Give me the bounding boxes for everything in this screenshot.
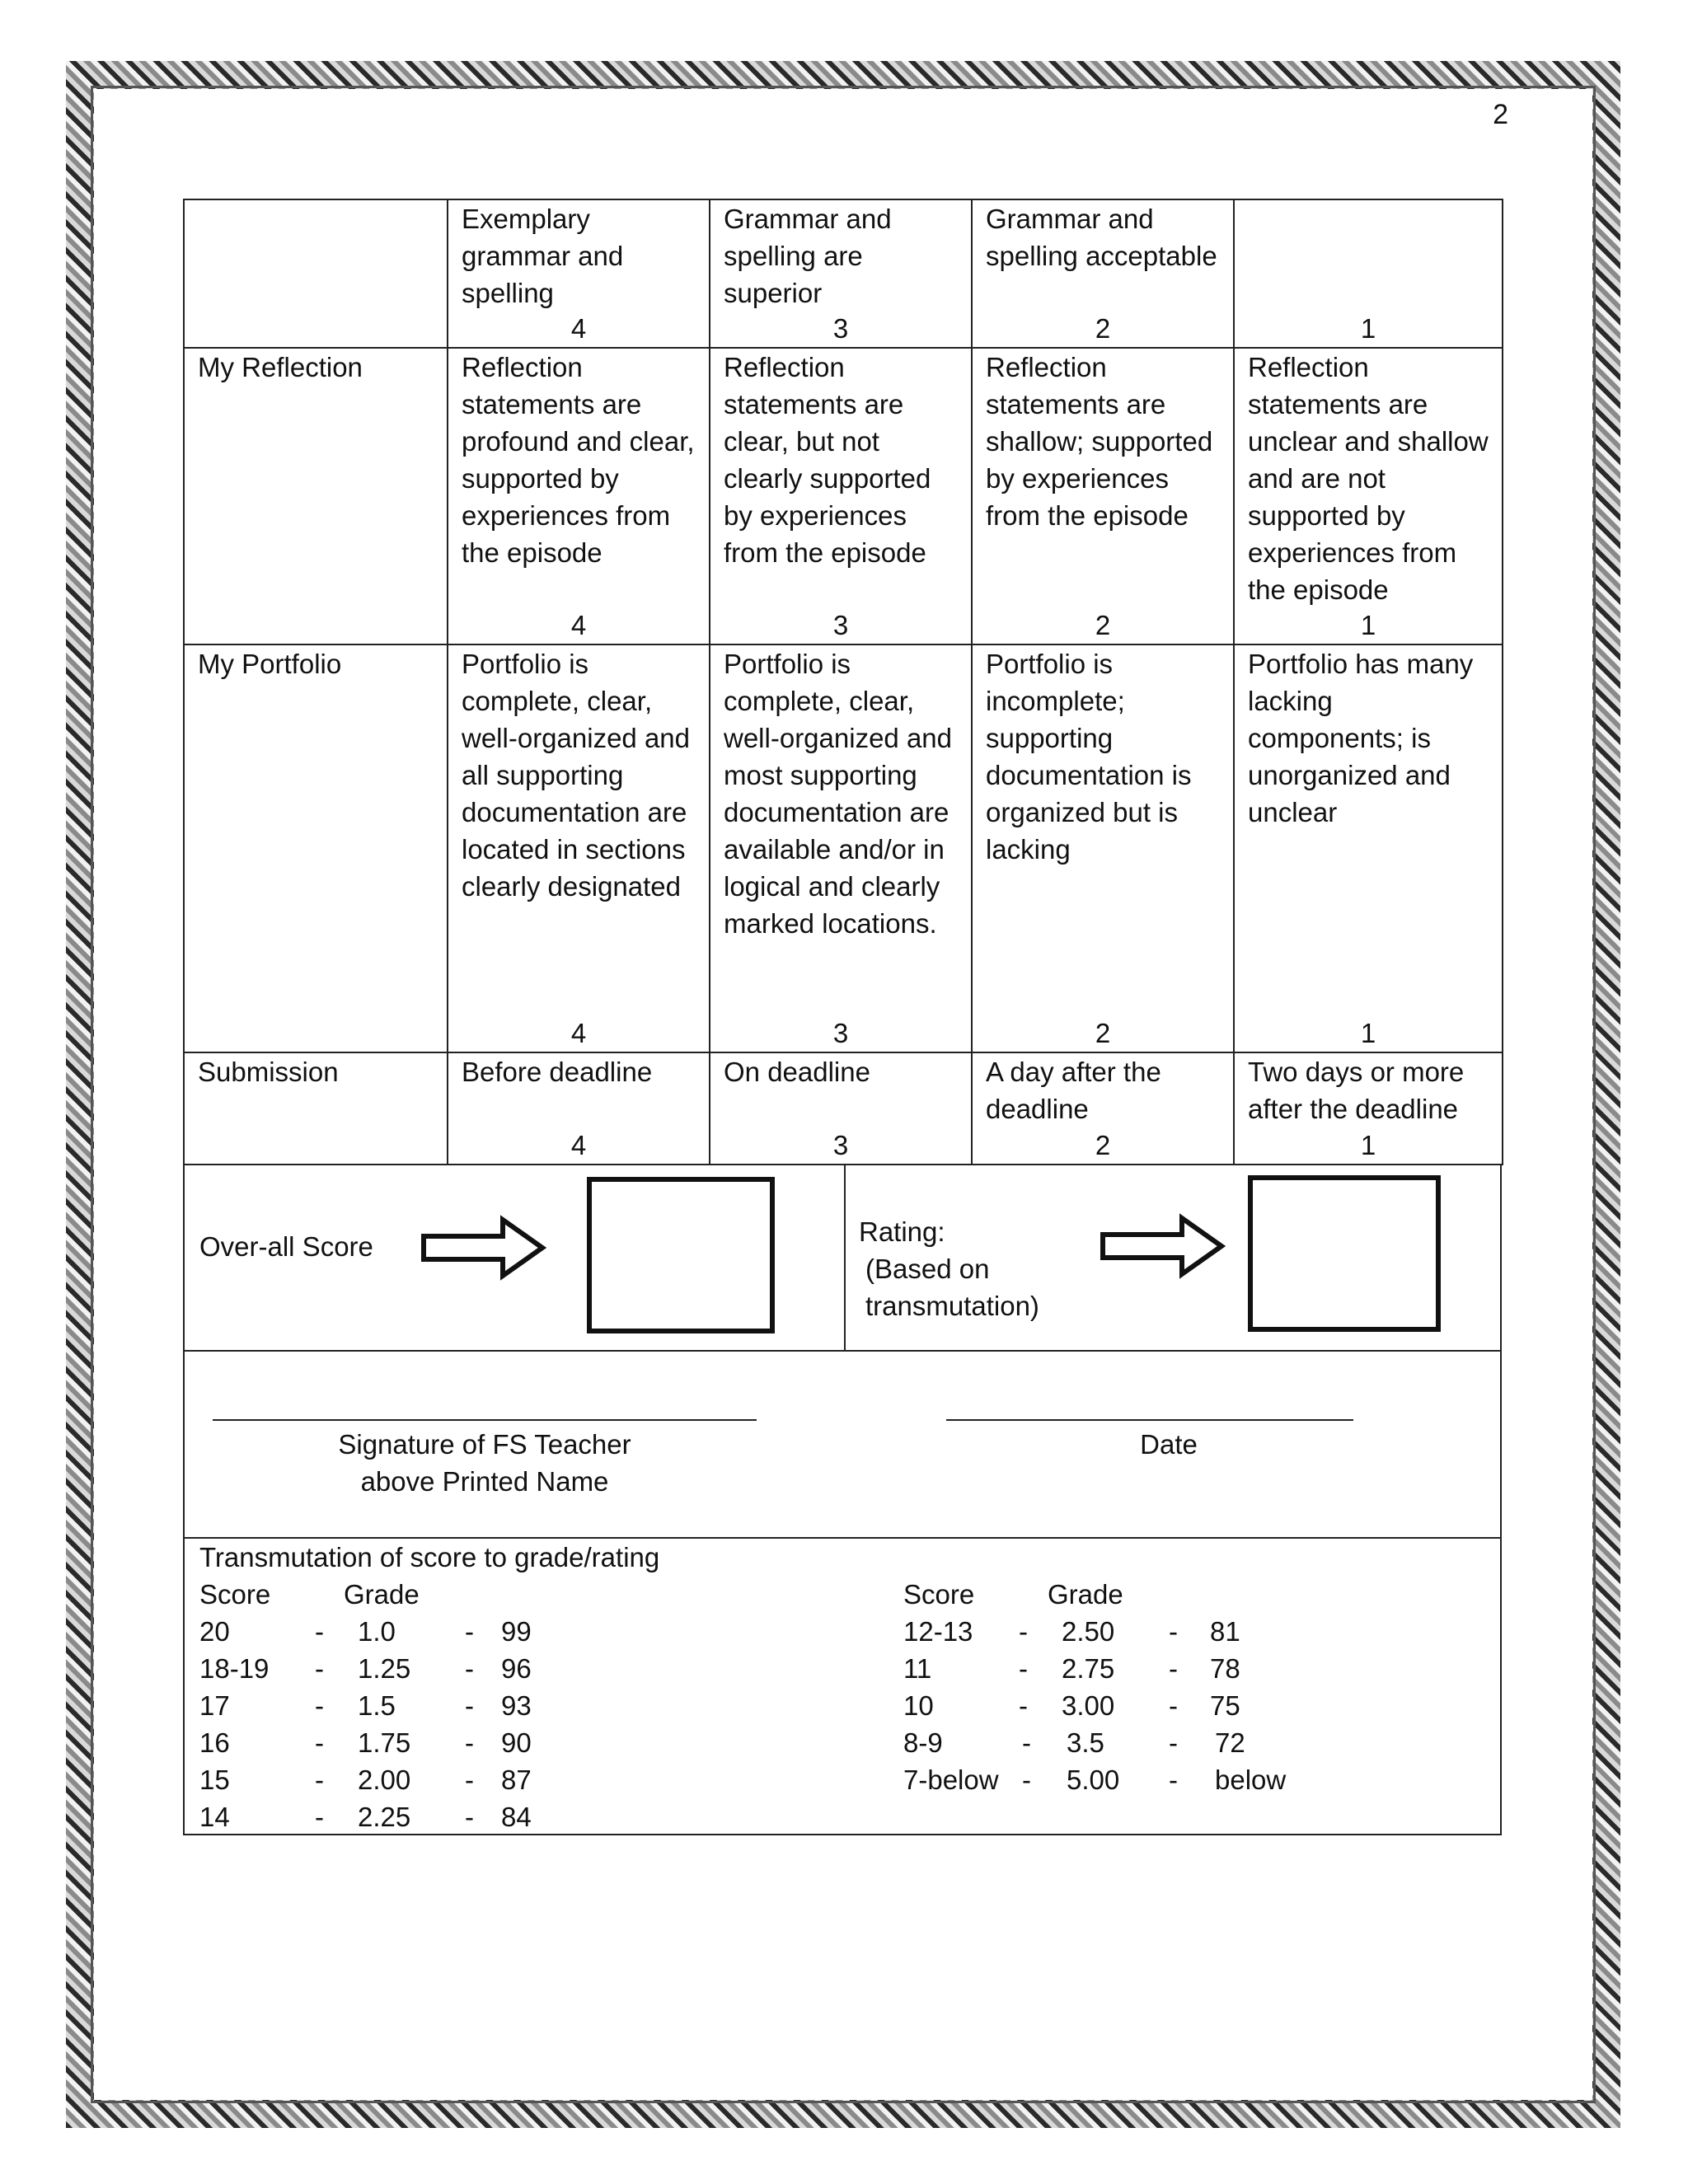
score-header: Score xyxy=(199,1579,271,1610)
rubric-cell: Exemplary grammar and spelling 4 xyxy=(448,199,710,348)
score-value: 4 xyxy=(570,610,587,640)
rubric-row-submission xyxy=(184,1052,1503,1165)
date-line[interactable] xyxy=(946,1419,1353,1421)
transmutation-title: Transmutation of score to grade/rating xyxy=(199,1542,660,1572)
score-value: 1 xyxy=(1360,1130,1376,1160)
signature-caption-line-2: above Printed Name xyxy=(360,1466,609,1497)
rating-label: Rating: xyxy=(859,1216,945,1247)
rubric-cell: Portfolio is complete, clear, well-organized and all supporting documentation are located in sections clearly designated 4 xyxy=(448,644,710,1052)
score-value: 1 xyxy=(1360,313,1376,344)
grade-header: Grade xyxy=(344,1579,420,1610)
score-value: 2 xyxy=(1095,1130,1111,1160)
score-value: 4 xyxy=(570,313,587,344)
overall-score-label: Over-all Score xyxy=(199,1231,373,1262)
rubric-cell: Two days or more after the deadline 1 xyxy=(1234,1052,1503,1165)
grade-header: Grade xyxy=(1048,1579,1123,1610)
score-value: 4 xyxy=(570,1018,587,1048)
rubric-row-portfolio xyxy=(184,644,1503,1052)
summary-divider xyxy=(844,1164,846,1350)
score-header: Score xyxy=(903,1579,975,1610)
signature-section xyxy=(183,1352,1502,1539)
transmutation-table: Transmutation of score to grade/rating Score Grade 20 - 1.0 - 99 18-19 - 1.25 - 96 17 - 1.5 - 93 16 - 1.75 - 90 15 - 2.00 - 87 14 - 2.25 - 84 Score Grade 12-13 - 2.50 - 81 11 - 2.75 - 78 10 - 3.00 - 75 8-9 - 3.5 - 72 7-below - 5.00 - below xyxy=(183,1539,1502,1835)
score-value: 3 xyxy=(832,313,849,344)
signature-line[interactable] xyxy=(213,1419,757,1421)
rubric-cell xyxy=(1234,199,1503,348)
rubric-cell: Portfolio is complete, clear, well-organized and most supporting documentation are available and/or in logical and clearly marked locations. 3 xyxy=(710,644,972,1052)
row-label: Submission xyxy=(184,1052,448,1165)
rubric-cell: Reflection statements are shallow; supported by experiences from the episode 2 xyxy=(972,348,1234,644)
row-label: My Reflection xyxy=(184,348,448,644)
row-label: My Portfolio xyxy=(184,644,448,1052)
rubric-cell: A day after the deadline 2 xyxy=(972,1052,1234,1165)
score-value: 3 xyxy=(832,1018,849,1048)
page-number: 2 xyxy=(1493,99,1508,130)
score-summary xyxy=(183,1164,1502,1352)
rubric-cell: On deadline 3 xyxy=(710,1052,972,1165)
score-value: 2 xyxy=(1095,1018,1111,1048)
rating-note-line-1: (Based on xyxy=(865,1254,990,1284)
score-value: 1 xyxy=(1360,610,1376,640)
signature-caption-line-1: Signature of FS Teacher xyxy=(338,1429,631,1460)
rubric-cell: Portfolio has many lacking components; is unorganized and unclear 1 xyxy=(1234,644,1503,1052)
rubric-row-reflection xyxy=(184,348,1503,644)
rubric-table xyxy=(183,199,1503,1165)
score-value: 2 xyxy=(1095,610,1111,640)
score-value: 3 xyxy=(832,1130,849,1160)
score-value: 2 xyxy=(1095,313,1111,344)
arrow-right-icon xyxy=(420,1215,547,1281)
rating-input-box[interactable] xyxy=(1248,1175,1441,1332)
date-label: Date xyxy=(1140,1429,1198,1460)
rubric-cell: Reflection statements are profound and clear, supported by experiences from the episode 4 xyxy=(448,348,710,644)
arrow-right-icon xyxy=(1100,1213,1226,1279)
rubric-cell: Reflection statements are clear, but not clearly supported by experiences from the episode 3 xyxy=(710,348,972,644)
rubric-cell: Reflection statements are unclear and shallow and are not supported by experiences from the episode 1 xyxy=(1234,348,1503,644)
row-label xyxy=(184,199,448,348)
rubric-row-grammar xyxy=(184,199,1503,348)
rubric-cell: Grammar and spelling are superior 3 xyxy=(710,199,972,348)
score-value: 1 xyxy=(1360,1018,1376,1048)
rubric-cell: Portfolio is incomplete; supporting documentation is organized but is lacking 2 xyxy=(972,644,1234,1052)
score-value: 4 xyxy=(570,1130,587,1160)
overall-score-input-box[interactable] xyxy=(587,1177,775,1333)
rating-note-line-2: transmutation) xyxy=(865,1291,1039,1321)
rubric-cell: Before deadline 4 xyxy=(448,1052,710,1165)
rubric-cell: Grammar and spelling acceptable 2 xyxy=(972,199,1234,348)
score-value: 3 xyxy=(832,610,849,640)
